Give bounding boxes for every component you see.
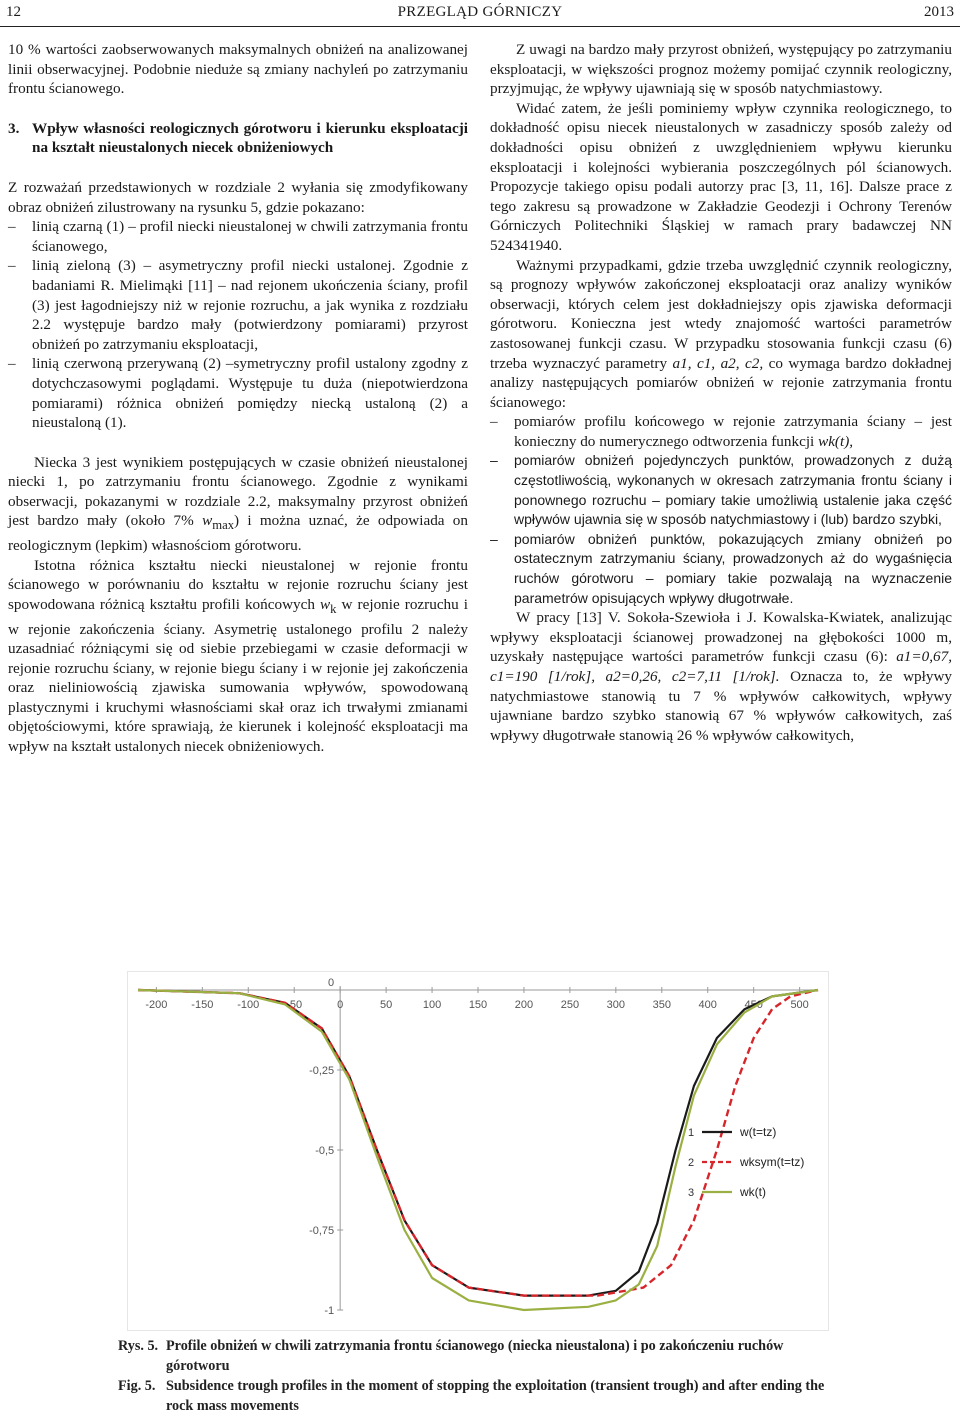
text-run: Istotna różnica kształtu niecki nieustalonej w rejonie frontu ścianowego w porównaniu do kształtu w rejonie rozruchu ściany jest spowodowana różnicą kształtu profili końcowych xyxy=(8,556,468,613)
list-item xyxy=(490,412,952,451)
math-variable: w xyxy=(320,595,331,613)
caption-label: Fig. 5. xyxy=(118,1378,156,1394)
caption-polish xyxy=(118,1336,838,1376)
paragraph: 10 % wartości zaobserwowanych maksymalnych obniżeń na analizowanej linii obserwacyjnej. Podobnie nieduże są zmiany nachyleń po zatrzymaniu frontu ścianowego. xyxy=(8,41,468,98)
list-item xyxy=(490,530,952,608)
y-tick-label: -0,5 xyxy=(315,1145,335,1157)
x-tick-label: -150 xyxy=(191,999,214,1011)
paragraph xyxy=(8,453,468,556)
caption-english xyxy=(118,1376,838,1416)
left-column xyxy=(8,40,468,757)
math-function: wk(t), xyxy=(818,432,854,450)
x-tick-label: 350 xyxy=(652,999,671,1011)
dash-bullet xyxy=(490,451,498,471)
list-item-text: pomiarów obniżeń punktów, pokazujących zmiany obniżeń po ostatecznym zatrzymaniu ściany, prowadzonych aż do wygaśnięcia ruchów górotworu – pomiary takie pozwalają na wyznaczenie parametrów opisujących wpływy długotrwałe. xyxy=(514,530,952,606)
text-run: w rejonie rozruchu i w rejonie zakończenia ściany. Asymetrię ustalonego profilu 2 należy uzasadniać różniącymi się od siebie przebiegami w czasie deformacji w rejonie rozruchu ściany, w rejonie biegu ściany i w rejonie jej zakończenia oraz nieliniowością zjawiska sumowania wpływów, spowodowaną plastycznymi i kruchymi własnościami skał oraz ich trwałymi zmianami objętościowymi, które sprawiają, że kierunek i kolejność eksploatacji ma wpływ na kształt ustalonych niecek obniżeniowych. xyxy=(8,595,469,756)
legend-label: wk(t) xyxy=(740,1185,766,1199)
list-item-text: linią czerwoną przerywaną (2) –symetryczny profil ustalony zgodny z dotychczasowymi poglądami. Występuje tu duża (niepotwierdzona pomiarami) różnica obniżeń pomiędzy niecką ustaloną (2) a nieustaloną (1). xyxy=(32,355,468,432)
text-run: W pracy [13] V. Sokoła-Szewioła i J. Kowalska-Kwiatek, analizując wpływy eksploatacji ścianowej prowadzonej na głębokości 1000 m, uzyskały następujące wartości parametrów funkcji czasu (6): xyxy=(490,609,952,666)
x-tick-label: 300 xyxy=(606,999,626,1011)
figure-caption xyxy=(118,1336,838,1416)
math-subscript: max xyxy=(212,518,235,533)
text-run: Ważnymi przypadkami, gdzie trzeba uwzględnić czynnik reologiczny, są prognozy wpływów zakończonej eksploatacji oraz analizy wyników obserwacji, których celem jest dokładniejszy opis zjawiska deformacji górotworu. Konieczna jest wtedy znajomość wartości parametrów zastosowanej funkcji czasu. W przypadku stosowania funkcji czasu (6) trzeba wyznaczyć parametry xyxy=(490,256,952,372)
x-tick-label: 50 xyxy=(379,999,393,1011)
legend-label: w(t=tz) xyxy=(740,1125,777,1139)
series-line-1 xyxy=(138,990,818,1296)
caption-text: Profile obniżeń w chwili zatrzymania frontu ścianowego (niecka nieustalona) i po zakończeniu ruchów górotworu xyxy=(166,1338,784,1374)
math-subscript: k xyxy=(330,601,337,616)
dash-bullet xyxy=(490,530,498,550)
journal-year: 2013 xyxy=(924,4,954,20)
section-heading xyxy=(8,119,468,158)
x-tick-label: -100 xyxy=(237,999,260,1011)
x-tick-label: 0 xyxy=(337,999,344,1011)
x-tick-label: 100 xyxy=(422,999,442,1011)
y-tick-label: -0,75 xyxy=(309,1225,335,1237)
y-tick-label: -1 xyxy=(324,1305,335,1317)
dash-bullet xyxy=(8,217,16,237)
right-column xyxy=(490,40,952,745)
paragraph: Z uwagi na bardzo mały przyrost obniżeń, występujący po zatrzymaniu eksploatacji, w większości prognoz możemy pomijać czynnik reologiczny, przyjmując, że wpływy ujawniają się w sposób natychmiastowy. xyxy=(490,41,952,98)
text-run: ) i można uznać, że odpowiada on reologicznym (lepkim) własnościom górotworu. xyxy=(8,512,468,555)
x-tick-label: 200 xyxy=(514,999,534,1011)
legend-number: 2 xyxy=(688,1157,695,1169)
list-item xyxy=(8,217,468,256)
y-tick-label: -0,25 xyxy=(309,1065,335,1077)
paragraph: Widać zatem, że jeśli pominiemy wpływ czynnika reologicznego, to dokładność opisu niecek nieustalonych w zasadniczy sposób zależy od dokładności opisu obniżeń z uwzględnieniem wpływu kierunku eksploatacji i kolejności wybierania poszczególnych pól ścianowych. Propozycje takiego opisu podali autorzy prac [3, 11, 16]. Dalsze prace z tego zakresu są prowadzone w Zakładzie Geodezji i Ochrony Terenów Górniczych Politechniki Śląskiej w ramach prary badawczej NN 524341940. xyxy=(490,99,952,254)
x-tick-label: -200 xyxy=(145,999,168,1011)
legend-number: 1 xyxy=(688,1127,695,1139)
x-tick-label: 400 xyxy=(698,999,717,1011)
dash-bullet xyxy=(8,256,16,276)
subsidence-chart-svg xyxy=(128,972,828,1330)
bullet-list xyxy=(490,412,952,608)
x-tick-label: 150 xyxy=(468,999,488,1011)
y-tick-label: 0 xyxy=(328,977,335,989)
math-variable: w xyxy=(202,512,213,530)
list-item xyxy=(8,354,468,432)
paragraph xyxy=(490,256,952,413)
x-tick-label: 450 xyxy=(744,999,763,1011)
list-item-text: linią czarną (1) – profil niecki nieustalonej w chwili zatrzymania frontu ścianowego, xyxy=(32,218,468,255)
figure-5-chart xyxy=(128,972,828,1330)
dash-bullet xyxy=(490,412,498,432)
journal-title: PRZEGLĄD GÓRNICZY xyxy=(397,4,563,20)
section-number: 3. xyxy=(8,119,20,137)
x-tick-label: -50 xyxy=(286,999,303,1011)
math-values: a1=0,67, c1=190 [1/rok], a2=0,26, c2=7,11 [1/rok]. xyxy=(490,648,952,685)
text-run: Oznacza to, że wpływy natychmiastowe stanowią tu 7 % wpływów całkowitych, wpływy ujawniane bardzo szybko stanowią 67 % wpływów całkowitych, zaś wpływy długotrwałe stanowią 26 % wpływów całkowitych, xyxy=(490,668,953,744)
text-run: co wymaga bardzo dokładnej analizy następujących pomiarów obniżeń w rejonie zatrzymania frontu ścianowego: xyxy=(490,354,953,411)
page-header xyxy=(0,0,960,27)
paragraph xyxy=(490,608,952,745)
math-parameters: a1, c1, a2, c2, xyxy=(672,354,764,372)
page-number: 12 xyxy=(6,4,21,20)
x-tick-label: 500 xyxy=(790,999,809,1011)
section-title: Wpływ własności reologicznych górotworu i kierunku eksploatacji na kształt nieustalonych niecek obniżeniowych xyxy=(32,119,468,157)
bullet-list xyxy=(8,217,468,433)
list-item xyxy=(8,256,468,354)
legend-number: 3 xyxy=(688,1187,695,1199)
list-item xyxy=(490,451,952,529)
dash-bullet xyxy=(8,354,16,374)
text-run: Niecka 3 jest wynikiem postępujących w czasie obniżeń nieustalonej niecki 1, po zatrzymaniu frontu ścianowego. Zgodnie z wynikami obserwacji, pokazanymi w rozdziale 2.2, maksymalny przyrost obniżeń jest bardzo mały (około 7% xyxy=(8,453,468,530)
paragraph xyxy=(8,556,468,757)
caption-label: Rys. 5. xyxy=(118,1338,159,1354)
legend-label: wksym(t=tz) xyxy=(740,1155,805,1169)
list-item-text: pomiarów obniżeń pojedynczych punktów, prowadzonych z dużą częstotliwością, wykonanych w okresach zatrzymania frontu ściany i ponownego rozruchu – pomiary takie umożliwią ustalenie jaka część wpływów ujawnia się w sposób natychmiastowy i (lub) bardzo szybki, xyxy=(514,452,952,528)
list-item-text: pomiarów profilu końcowego w rejonie zatrzymania ściany – jest konieczny do numerycznego odtworzenia funkcji xyxy=(514,413,952,450)
paragraph: Z rozważań przedstawionych w rozdziale 2 wyłania się zmodyfikowany obraz obniżeń zilustrowany na rysunku 5, gdzie pokazano: xyxy=(8,178,468,216)
list-item-text: linią zieloną (3) – asymetryczny profil niecki ustalonej. Zgodnie z badaniami R. Mielimąki [11] – nad rejonem ukończenia ściany, profil (3) jest łagodniejszy niż w rejonie rozruchu, a jak wynika z rozdziału 2.2 występuje bardzo mały (potwierdzony pomiarami) przyrost obniżeń po zatrzymaniu eksploatacji, xyxy=(32,257,468,353)
caption-text: Subsidence trough profiles in the moment of stopping the exploitation (transient trough) and after ending the rock mass movements xyxy=(166,1378,825,1414)
x-tick-label: 250 xyxy=(560,999,580,1011)
series-line-2 xyxy=(138,990,818,1296)
